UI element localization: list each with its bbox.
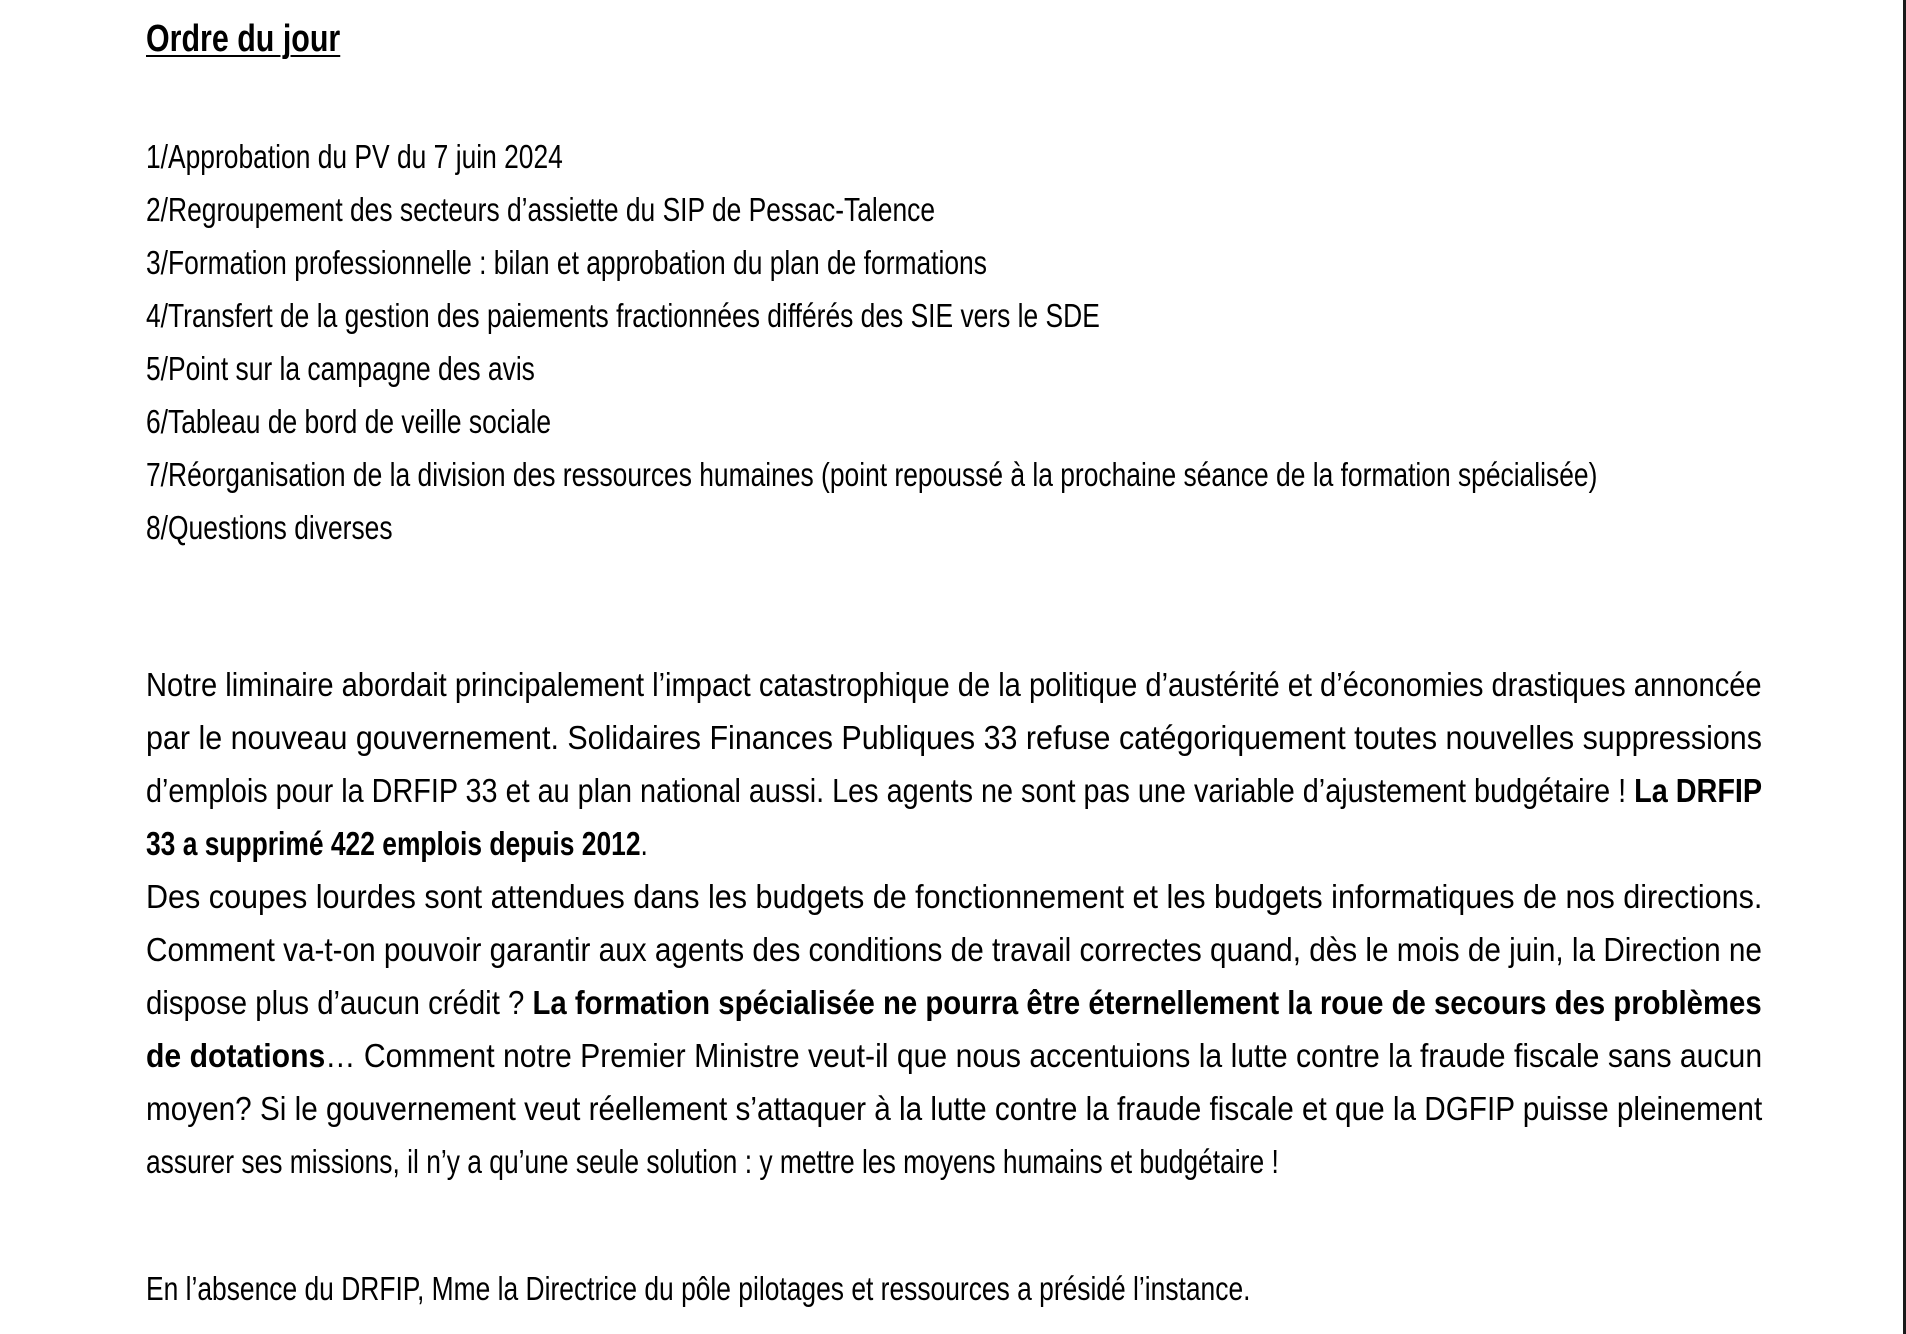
page-title: Ordre du jour	[146, 18, 341, 60]
paragraph-liminaire	[146, 658, 1762, 870]
agenda-list	[146, 130, 1906, 554]
body-text	[146, 658, 1762, 1188]
agenda-item: 7/Réorganisation de la division des ressources humaines (point repoussé à la prochaine séance de la formation spécialisée)	[146, 456, 1598, 493]
agenda-item: 1/Approbation du PV du 7 juin 2024	[146, 138, 563, 175]
text-run: d’emplois pour la DRFIP 33 et au plan national aussi. Les agents ne sont pas une variable d’ajustement budgétaire !	[146, 772, 1635, 809]
text-line: Notre liminaire abordait principalement l’impact catastrophique de la politique d’austérité et d’économies drastiques annoncée	[146, 666, 1762, 703]
agenda-item: 5/Point sur la campagne des avis	[146, 350, 535, 387]
text-line: moyen? Si le gouvernement veut réellement s’attaquer à la lutte contre la fraude fiscale et que la DGFIP puisse pleinement	[146, 1090, 1763, 1127]
text-line: par le nouveau gouvernement. Solidaires Finances Publiques 33 refuse catégoriquement toutes nouvelles suppressions	[146, 719, 1762, 756]
document-page	[146, 0, 1762, 1334]
agenda-item: 8/Questions diverses	[146, 509, 393, 546]
text-run: .	[640, 825, 648, 862]
text-line	[146, 764, 1763, 817]
bold-text: 33 a supprimé 422 emplois depuis 2012	[146, 825, 641, 862]
bold-text: La formation spécialisée ne pourra être éternellement la roue de secours des problèmes	[532, 984, 1762, 1021]
text-run: dispose plus d’aucun crédit ?	[146, 984, 533, 1021]
bold-text: La DRFIP	[1634, 772, 1763, 809]
agenda-item: 2/Regroupement des secteurs d’assiette du SIP de Pessac-Talence	[146, 191, 936, 228]
text-line: Comment va-t-on pouvoir garantir aux agents des conditions de travail correctes quand, dès le mois de juin, la Direction ne	[146, 931, 1762, 968]
text-line: assurer ses missions, il n’y a qu’une seule solution : y mettre les moyens humains et budgétaire !	[146, 1143, 1279, 1180]
closing-sentence: En l’absence du DRFIP, Mme la Directrice du pôle pilotages et ressources a présidé l’instance.	[146, 1270, 1251, 1307]
text-run: … Comment notre Premier Ministre veut-il que nous accentuions la lutte contre la fraude fiscale sans aucun	[325, 1037, 1763, 1074]
text-line: Des coupes lourdes sont attendues dans les budgets de fonctionnement et les budgets informatiques de nos directions.	[146, 878, 1763, 915]
paragraph-budgets	[146, 870, 1762, 1188]
agenda-item: 6/Tableau de bord de veille sociale	[146, 403, 552, 440]
text-line	[146, 817, 1439, 870]
text-line	[146, 1029, 1763, 1082]
bold-text: de dotations	[146, 1037, 326, 1074]
text-line	[146, 976, 1762, 1029]
agenda-item: 4/Transfert de la gestion des paiements fractionnées différés des SIE vers le SDE	[146, 297, 1100, 334]
agenda-item: 3/Formation professionnelle : bilan et approbation du plan de formations	[146, 244, 987, 281]
